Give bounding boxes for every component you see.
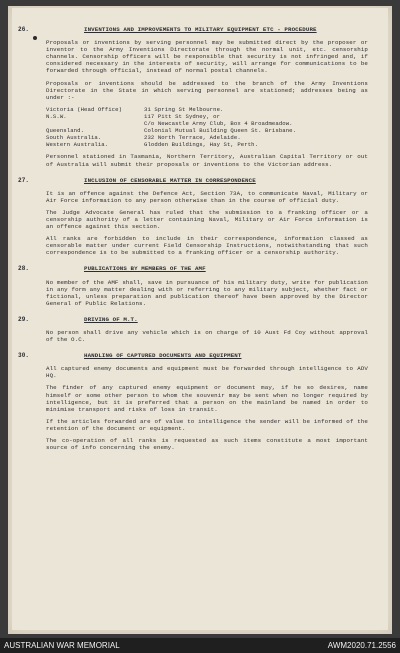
address-row	[46, 120, 296, 127]
section-number: 26.	[18, 26, 30, 33]
section-26	[18, 26, 380, 168]
address-table	[46, 106, 296, 149]
paragraph: Proposals or inventions by serving personnel may be submitted direct by the proposer or inventor to the Army Inventions Directorate through the normal unit, etc. censorship channels. Censorship officers will be responsible that security is not infringed and, if considered necessary in the interests of security, will arrange for communications to be forwarded through official, instead of normal postal channels.	[46, 39, 368, 75]
section-heading: DRIVING OF M.T.	[84, 315, 138, 323]
address-row	[46, 134, 296, 141]
paragraph: Proposals or inventions should be addressed to the branch of the Army Inventions Directorate in the State in which serving personnel are stationed; addresses being as under :-	[46, 79, 368, 101]
paragraph: The finder of any captured enemy equipment or document may, if he so desires, name himself or some other person to whom the souvenir may be sent when no longer required by intelligence, but it is preferred that a person on the mainland be named in order to minimise transport and risks of loss in transit.	[46, 384, 368, 413]
section-28	[18, 265, 380, 306]
footer-institution: AUSTRALIAN WAR MEMORIAL	[4, 641, 120, 650]
paragraph: No person shall drive any vehicle which is on charge of 10 Aust Fd Coy without approval of the O.C.	[46, 329, 368, 344]
section-heading: INVENTIONS AND IMPROVEMENTS TO MILITARY EQUIPMENT ETC - PROCEDURE	[84, 26, 317, 33]
address-state: N.S.W.	[46, 112, 67, 120]
section-heading: HANDLING OF CAPTURED DOCUMENTS AND EQUIPMENT	[84, 352, 242, 360]
address-location: Colonial Mutual Building Queen St. Brisbane.	[144, 127, 297, 135]
address-location: C/o Newcastle Army Club, Box 4 Broadmeadow.	[144, 120, 293, 128]
address-location: 117 Pitt St Sydney, or	[144, 112, 221, 120]
address-row	[46, 127, 296, 134]
address-state: South Australia.	[46, 134, 102, 142]
paragraph: All captured enemy documents and equipment must be forwarded through intelligence to ADV HQ.	[46, 365, 368, 380]
paragraph: Personnel stationed in Tasmania, Northern Territory, Australian Capital Territory or out of Australia will submit their proposals or inventions to the Victorian address.	[46, 153, 368, 168]
footer-accession-number: AWM2020.71.2556	[327, 641, 396, 650]
paragraph: No member of the AMF shall, save in pursuance of his military duty, write for publication in any form any matter dealing with or referring to any military subject, whether fact or fictional, unless preparation and publication thereof have been approved by the Director General of Public Relations.	[46, 278, 368, 307]
address-row	[46, 141, 296, 148]
address-state: Western Australia.	[46, 141, 109, 149]
section-number: 27.	[18, 176, 30, 184]
section-number: 30.	[18, 352, 30, 360]
section-30	[18, 352, 380, 451]
address-state	[46, 120, 144, 127]
paragraph: If the articles forwarded are of value to intelligence the sender will be informed of the retention of the document or equipment.	[46, 417, 368, 432]
section-29	[18, 316, 380, 343]
paragraph: All ranks are forbidden to include in their correspondence, information classed as censorable matter under current Field Censorship Instructions, notwithstanding that such correspondence is to be submitted to a franking officer or a censorship authority.	[46, 235, 368, 257]
section-27	[18, 177, 380, 257]
section-number: 29.	[18, 315, 30, 323]
document-content	[18, 26, 380, 460]
section-heading: INCLUSION OF CENSORABLE MATTER IN CORRESPONDENCE	[84, 176, 256, 184]
section-number: 28.	[18, 265, 30, 273]
paragraph: The co-operation of all ranks is requested as such items constitute a most important source of info concerning the enemy.	[46, 437, 368, 452]
address-row	[46, 113, 296, 120]
address-location: 31 Spring St Melbourne.	[144, 105, 224, 113]
archive-footer	[0, 638, 400, 653]
address-state: Queensland.	[46, 127, 85, 135]
address-row	[46, 106, 296, 113]
paragraph: The Judge Advocate General has ruled that the submission to a franking officer or a censorship authority of a letter containing Naval, Military or Air Force information is an offence against this section.	[46, 208, 368, 231]
section-heading: PUBLICATIONS BY MEMBERS OF THE AMF	[84, 265, 206, 273]
address-location: Glodden Buildings, Hay St, Perth.	[144, 141, 259, 149]
address-location: 232 North Terrace, Adelaide.	[144, 134, 241, 142]
address-state: Victoria (Head Office)	[46, 105, 123, 113]
paragraph: It is an offence against the Defence Act, Section 73A, to communicate Naval, Military or Air Force information to any person otherwise than in the course of official duty.	[46, 189, 368, 204]
